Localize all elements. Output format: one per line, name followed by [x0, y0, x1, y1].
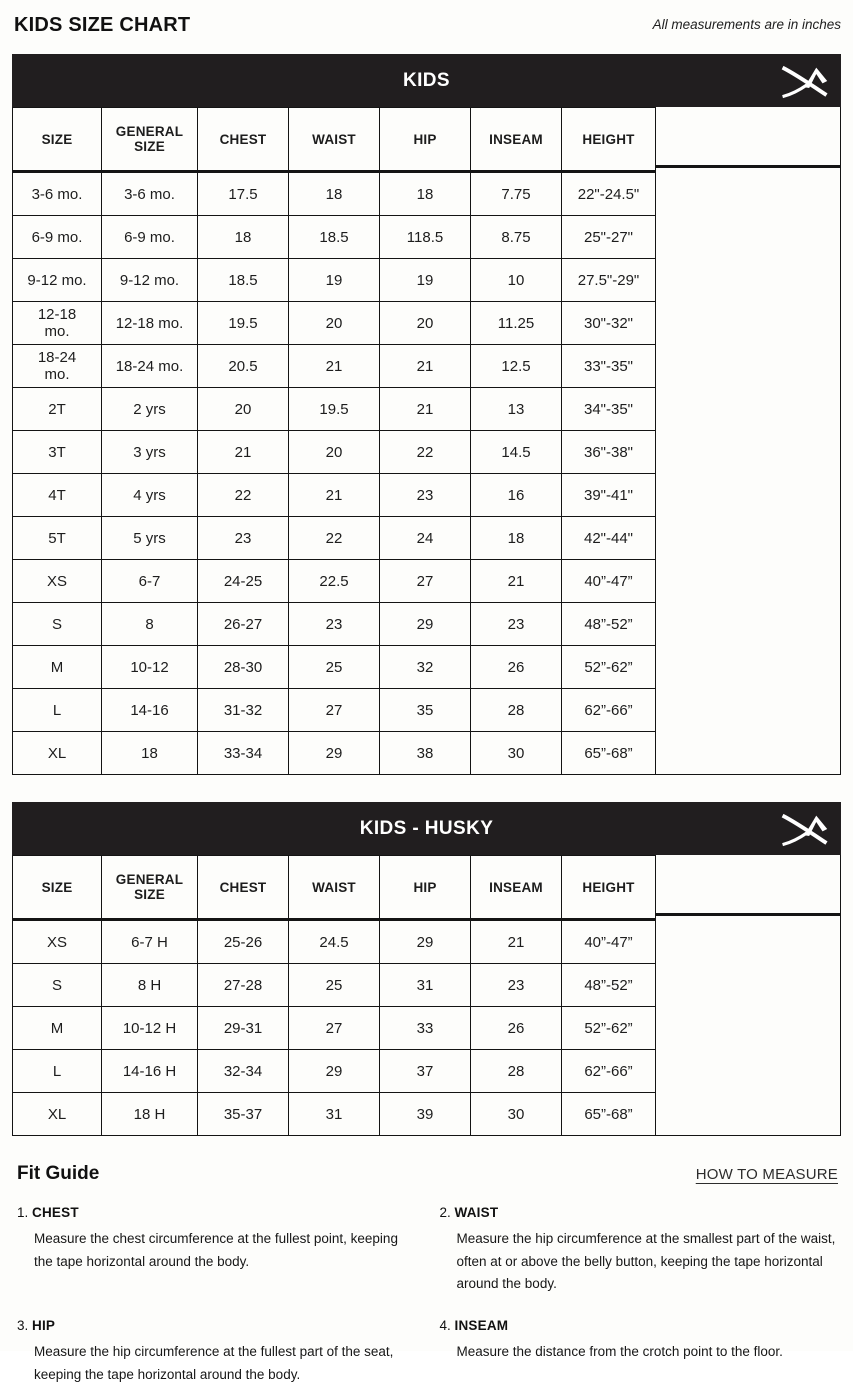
- empty-side-column: [656, 107, 841, 775]
- kids-table: [12, 107, 656, 775]
- table-row: [13, 474, 656, 517]
- cell-general-size: 6-9 mo.: [102, 216, 198, 259]
- brand-x-icon: [781, 62, 828, 99]
- cell-height: 33"-35": [562, 345, 656, 388]
- column-header-general-size: GENERAL SIZE: [102, 856, 198, 920]
- cell-inseam: 28: [471, 1050, 562, 1093]
- cell-waist: 18: [289, 172, 380, 216]
- item-title: HIP: [32, 1318, 56, 1334]
- cell-size: XS: [13, 560, 102, 603]
- fit-guide-item: [440, 1318, 837, 1386]
- cell-waist: 20: [289, 431, 380, 474]
- table-row: [13, 1093, 656, 1136]
- cell-height: 36"-38": [562, 431, 656, 474]
- cell-inseam: 8.75: [471, 216, 562, 259]
- cell-inseam: 18: [471, 517, 562, 560]
- cell-general-size: 18-24 mo.: [102, 345, 198, 388]
- cell-waist: 25: [289, 646, 380, 689]
- cell-chest: 27-28: [198, 964, 289, 1007]
- cell-hip: 37: [380, 1050, 471, 1093]
- cell-chest: 28-30: [198, 646, 289, 689]
- cell-chest: 24-25: [198, 560, 289, 603]
- cell-hip: 18: [380, 172, 471, 216]
- cell-size: 18-24 mo.: [13, 345, 102, 388]
- fit-guide-item-title: [440, 1318, 837, 1333]
- cell-size: 2T: [13, 388, 102, 431]
- cell-waist: 23: [289, 603, 380, 646]
- cell-inseam: 10: [471, 259, 562, 302]
- cell-chest: 18.5: [198, 259, 289, 302]
- cell-chest: 19.5: [198, 302, 289, 345]
- fit-guide-header: [17, 1163, 838, 1185]
- cell-height: 48”-52”: [562, 964, 656, 1007]
- cell-height: 48”-52”: [562, 603, 656, 646]
- kids-table-header-bar: [12, 54, 841, 107]
- table-row: [13, 172, 656, 216]
- cell-general-size: 12-18 mo.: [102, 302, 198, 345]
- brand-x-icon: [781, 810, 828, 847]
- cell-size: M: [13, 1007, 102, 1050]
- table-title: KIDS - HUSKY: [359, 817, 494, 839]
- table-row: [13, 1050, 656, 1093]
- empty-side-column-header: [656, 107, 840, 168]
- cell-height: 65”-68”: [562, 1093, 656, 1136]
- fit-guide-heading: Fit Guide: [17, 1163, 100, 1184]
- cell-inseam: 14.5: [471, 431, 562, 474]
- table-row: [13, 517, 656, 560]
- column-header-hip: HIP: [380, 108, 471, 172]
- column-header-height: HEIGHT: [562, 856, 656, 920]
- cell-general-size: 14-16: [102, 689, 198, 732]
- cell-waist: 20: [289, 302, 380, 345]
- cell-height: 25"-27": [562, 216, 656, 259]
- cell-height: 62”-66”: [562, 689, 656, 732]
- cell-chest: 32-34: [198, 1050, 289, 1093]
- column-header-size: SIZE: [13, 108, 102, 172]
- cell-hip: 21: [380, 388, 471, 431]
- measurements-note: All measurements are in inches: [652, 17, 841, 32]
- cell-waist: 29: [289, 732, 380, 775]
- cell-hip: 29: [380, 920, 471, 964]
- cell-size: 3-6 mo.: [13, 172, 102, 216]
- fit-guide-item: [17, 1318, 414, 1386]
- fit-guide-item-title: [440, 1205, 837, 1220]
- fit-guide-item-title: [17, 1318, 414, 1333]
- kids-table-body: [12, 107, 841, 775]
- cell-inseam: 23: [471, 964, 562, 1007]
- empty-side-column: [656, 855, 841, 1136]
- cell-waist: 27: [289, 689, 380, 732]
- cell-height: 22"-24.5": [562, 172, 656, 216]
- cell-hip: 22: [380, 431, 471, 474]
- cell-chest: 35-37: [198, 1093, 289, 1136]
- column-header-inseam: INSEAM: [471, 108, 562, 172]
- cell-height: 30"-32": [562, 302, 656, 345]
- cell-chest: 20: [198, 388, 289, 431]
- cell-general-size: 3-6 mo.: [102, 172, 198, 216]
- table-row: [13, 646, 656, 689]
- cell-size: 12-18 mo.: [13, 302, 102, 345]
- cell-height: 40”-47”: [562, 920, 656, 964]
- table-row: [13, 259, 656, 302]
- cell-inseam: 12.5: [471, 345, 562, 388]
- cell-size: M: [13, 646, 102, 689]
- cell-height: 27.5"-29": [562, 259, 656, 302]
- fit-guide-item: [17, 1205, 414, 1296]
- cell-size: XS: [13, 920, 102, 964]
- cell-chest: 23: [198, 517, 289, 560]
- cell-general-size: 10-12 H: [102, 1007, 198, 1050]
- husky-table-header-bar: [12, 802, 841, 855]
- cell-general-size: 5 yrs: [102, 517, 198, 560]
- empty-side-column-header: [656, 855, 840, 916]
- cell-inseam: 30: [471, 732, 562, 775]
- fit-guide-item-description: Measure the hip circumference at the smallest part of the waist, often at or above the belly button, keeping the tape horizontal around the body.: [456, 1231, 836, 1292]
- cell-inseam: 11.25: [471, 302, 562, 345]
- cell-chest: 25-26: [198, 920, 289, 964]
- cell-inseam: 30: [471, 1093, 562, 1136]
- cell-hip: 23: [380, 474, 471, 517]
- cell-general-size: 3 yrs: [102, 431, 198, 474]
- table-row: [13, 964, 656, 1007]
- item-title: INSEAM: [454, 1318, 509, 1334]
- cell-chest: 26-27: [198, 603, 289, 646]
- item-number: 2.: [439, 1205, 451, 1220]
- column-header-waist: WAIST: [289, 856, 380, 920]
- table-row: [13, 302, 656, 345]
- cell-height: 62”-66”: [562, 1050, 656, 1093]
- cell-general-size: 10-12: [102, 646, 198, 689]
- column-header-size: SIZE: [13, 856, 102, 920]
- kids-size-table: [12, 54, 841, 775]
- item-number: 3.: [17, 1318, 29, 1334]
- cell-general-size: 8: [102, 603, 198, 646]
- how-to-measure-link[interactable]: HOW TO MEASURE: [695, 1165, 838, 1183]
- page-title: KIDS SIZE CHART: [14, 14, 191, 36]
- column-header-chest: CHEST: [198, 108, 289, 172]
- cell-general-size: 18 H: [102, 1093, 198, 1136]
- fit-guide-item-title: [17, 1205, 414, 1220]
- cell-general-size: 4 yrs: [102, 474, 198, 517]
- cell-general-size: 14-16 H: [102, 1050, 198, 1093]
- cell-inseam: 21: [471, 560, 562, 603]
- husky-table-body: [12, 855, 841, 1136]
- cell-size: S: [13, 964, 102, 1007]
- cell-height: 34"-35": [562, 388, 656, 431]
- cell-size: 6-9 mo.: [13, 216, 102, 259]
- cell-size: L: [13, 1050, 102, 1093]
- fit-guide-item-description: Measure the chest circumference at the fullest point, keeping the tape horizontal around the body.: [34, 1231, 398, 1269]
- cell-size: XL: [13, 732, 102, 775]
- cell-chest: 17.5: [198, 172, 289, 216]
- item-title: CHEST: [32, 1205, 79, 1220]
- cell-chest: 21: [198, 431, 289, 474]
- cell-height: 42"-44": [562, 517, 656, 560]
- cell-general-size: 8 H: [102, 964, 198, 1007]
- cell-size: 9-12 mo.: [13, 259, 102, 302]
- table-row: [13, 345, 656, 388]
- cell-inseam: 21: [471, 920, 562, 964]
- cell-chest: 29-31: [198, 1007, 289, 1050]
- cell-hip: 27: [380, 560, 471, 603]
- column-header-hip: HIP: [380, 856, 471, 920]
- page-header: [12, 14, 841, 37]
- cell-hip: 38: [380, 732, 471, 775]
- cell-inseam: 16: [471, 474, 562, 517]
- cell-inseam: 26: [471, 646, 562, 689]
- cell-waist: 21: [289, 345, 380, 388]
- cell-size: 3T: [13, 431, 102, 474]
- cell-inseam: 28: [471, 689, 562, 732]
- kids-husky-size-table: [12, 802, 841, 1136]
- cell-hip: 29: [380, 603, 471, 646]
- column-header-waist: WAIST: [289, 108, 380, 172]
- cell-size: L: [13, 689, 102, 732]
- cell-waist: 22: [289, 517, 380, 560]
- cell-general-size: 9-12 mo.: [102, 259, 198, 302]
- cell-size: XL: [13, 1093, 102, 1136]
- item-number: 1.: [17, 1205, 29, 1220]
- table-row: [13, 689, 656, 732]
- cell-waist: 29: [289, 1050, 380, 1093]
- cell-inseam: 7.75: [471, 172, 562, 216]
- cell-size: 4T: [13, 474, 102, 517]
- cell-hip: 118.5: [380, 216, 471, 259]
- cell-size: 5T: [13, 517, 102, 560]
- cell-chest: 22: [198, 474, 289, 517]
- cell-waist: 19: [289, 259, 380, 302]
- item-title: WAIST: [454, 1205, 499, 1220]
- cell-hip: 21: [380, 345, 471, 388]
- cell-waist: 27: [289, 1007, 380, 1050]
- table-title: KIDS: [403, 69, 450, 91]
- cell-height: 52”-62”: [562, 1007, 656, 1050]
- cell-general-size: 2 yrs: [102, 388, 198, 431]
- cell-waist: 25: [289, 964, 380, 1007]
- cell-inseam: 26: [471, 1007, 562, 1050]
- column-header-row: [13, 108, 656, 172]
- cell-waist: 18.5: [289, 216, 380, 259]
- cell-height: 52”-62”: [562, 646, 656, 689]
- column-header-height: HEIGHT: [562, 108, 656, 172]
- column-header-general-size: GENERAL SIZE: [102, 108, 198, 172]
- column-header-inseam: INSEAM: [471, 856, 562, 920]
- cell-chest: 20.5: [198, 345, 289, 388]
- cell-inseam: 13: [471, 388, 562, 431]
- husky-table: [12, 855, 656, 1136]
- cell-hip: 24: [380, 517, 471, 560]
- cell-waist: 24.5: [289, 920, 380, 964]
- fit-guide-list: [12, 1205, 841, 1386]
- cell-inseam: 23: [471, 603, 562, 646]
- table-row: [13, 1007, 656, 1050]
- cell-hip: 39: [380, 1093, 471, 1136]
- cell-waist: 21: [289, 474, 380, 517]
- cell-waist: 19.5: [289, 388, 380, 431]
- cell-hip: 35: [380, 689, 471, 732]
- table-row: [13, 560, 656, 603]
- cell-hip: 32: [380, 646, 471, 689]
- item-number: 4.: [439, 1318, 451, 1334]
- table-row: [13, 603, 656, 646]
- cell-waist: 31: [289, 1093, 380, 1136]
- table-row: [13, 388, 656, 431]
- table-row: [13, 216, 656, 259]
- cell-hip: 33: [380, 1007, 471, 1050]
- column-header-chest: CHEST: [198, 856, 289, 920]
- cell-chest: 31-32: [198, 689, 289, 732]
- cell-hip: 19: [380, 259, 471, 302]
- cell-general-size: 6-7 H: [102, 920, 198, 964]
- fit-guide-item-description: Measure the hip circumference at the fullest part of the seat, keeping the tape horizontal around the body.: [34, 1344, 394, 1382]
- table-row: [13, 920, 656, 964]
- cell-hip: 20: [380, 302, 471, 345]
- cell-height: 65”-68”: [562, 732, 656, 775]
- column-header-row: [13, 856, 656, 920]
- cell-height: 40”-47”: [562, 560, 656, 603]
- cell-chest: 18: [198, 216, 289, 259]
- cell-chest: 33-34: [198, 732, 289, 775]
- cell-size: S: [13, 603, 102, 646]
- cell-general-size: 6-7: [102, 560, 198, 603]
- cell-general-size: 18: [102, 732, 198, 775]
- table-row: [13, 732, 656, 775]
- fit-guide-item-description: Measure the distance from the crotch point to the floor.: [456, 1344, 783, 1360]
- cell-hip: 31: [380, 964, 471, 1007]
- cell-height: 39"-41": [562, 474, 656, 517]
- table-row: [13, 431, 656, 474]
- fit-guide-item: [440, 1205, 837, 1296]
- cell-waist: 22.5: [289, 560, 380, 603]
